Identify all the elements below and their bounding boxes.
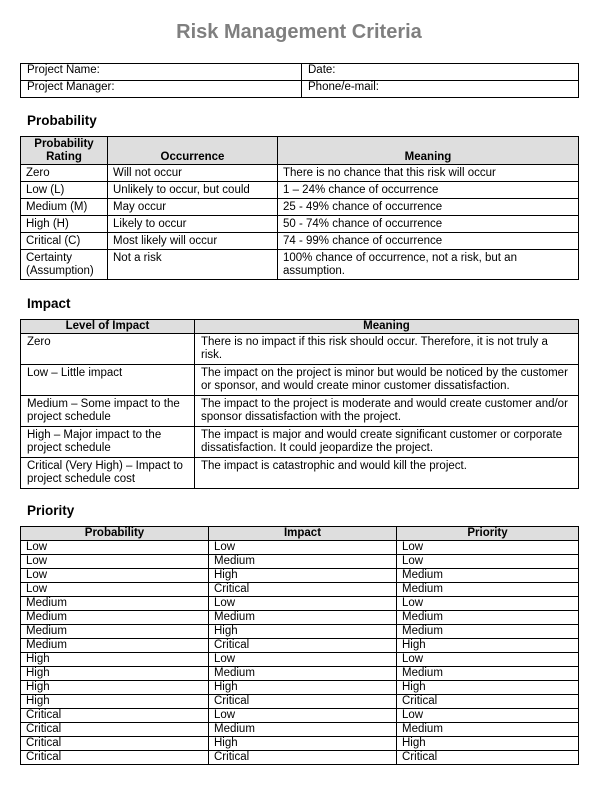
- probability-cell: High: [21, 681, 209, 695]
- impact-row: [21, 365, 579, 396]
- impact-cell: Low: [209, 541, 397, 555]
- meaning-cell: There is no chance that this risk will occur: [278, 165, 579, 182]
- priority-cell: Medium: [397, 723, 579, 737]
- probability-cell: Low: [21, 541, 209, 555]
- impact-level-cell: Low – Little impact: [21, 365, 195, 396]
- impact-cell: Medium: [209, 667, 397, 681]
- probability-cell: Medium: [21, 611, 209, 625]
- impact-meaning-cell: The impact on the project is minor but would be noticed by the customer or sponsor, and would create minor customer dissatisfaction.: [195, 365, 579, 396]
- col-probability: Probability: [21, 527, 209, 541]
- probability-cell: Critical: [21, 723, 209, 737]
- priority-row: [21, 625, 579, 639]
- priority-cell: Medium: [397, 625, 579, 639]
- probability-cell: High: [21, 695, 209, 709]
- meaning-cell: 100% chance of occurrence, not a risk, but an assumption.: [278, 250, 579, 280]
- meaning-cell: 50 - 74% chance of occurrence: [278, 216, 579, 233]
- priority-row: [21, 737, 579, 751]
- occurrence-cell: May occur: [108, 199, 278, 216]
- impact-cell: Medium: [209, 555, 397, 569]
- probability-table: [20, 136, 579, 280]
- meaning-cell: 74 - 99% chance of occurrence: [278, 233, 579, 250]
- phone-email-field[interactable]: Phone/e-mail:: [302, 81, 579, 98]
- occurrence-cell: Most likely will occur: [108, 233, 278, 250]
- rating-cell: Zero: [21, 165, 108, 182]
- priority-cell: Medium: [397, 611, 579, 625]
- priority-row: [21, 723, 579, 737]
- priority-cell: Medium: [397, 569, 579, 583]
- probability-cell: Critical: [21, 709, 209, 723]
- priority-row: [21, 681, 579, 695]
- impact-meaning-cell: The impact is catastrophic and would kill the project.: [195, 458, 579, 489]
- impact-level-cell: High – Major impact to the project schedule: [21, 427, 195, 458]
- date-field[interactable]: Date:: [302, 64, 579, 81]
- impact-cell: Critical: [209, 583, 397, 597]
- probability-cell: Low: [21, 583, 209, 597]
- probability-cell: Medium: [21, 625, 209, 639]
- impact-cell: Critical: [209, 695, 397, 709]
- probability-row: [21, 250, 579, 280]
- probability-cell: Low: [21, 569, 209, 583]
- impact-cell: High: [209, 681, 397, 695]
- priority-row: [21, 583, 579, 597]
- priority-cell: Low: [397, 541, 579, 555]
- impact-level-cell: Critical (Very High) – Impact to project schedule cost: [21, 458, 195, 489]
- rating-cell: Certainty (Assumption): [21, 250, 108, 280]
- col-level-of-impact: Level of Impact: [21, 320, 195, 334]
- probability-cell: Critical: [21, 737, 209, 751]
- impact-row: [21, 334, 579, 365]
- priority-row: [21, 541, 579, 555]
- probability-cell: Medium: [21, 639, 209, 653]
- priority-row: [21, 695, 579, 709]
- probability-cell: Critical: [21, 751, 209, 765]
- impact-table: [20, 319, 579, 489]
- impact-cell: High: [209, 569, 397, 583]
- col-occurrence: Occurrence: [108, 137, 278, 165]
- priority-cell: Low: [397, 709, 579, 723]
- priority-heading: Priority: [27, 503, 75, 518]
- probability-cell: Low: [21, 555, 209, 569]
- impact-cell: Medium: [209, 723, 397, 737]
- probability-row: [21, 165, 579, 182]
- probability-heading: Probability: [27, 113, 97, 128]
- priority-row: [21, 667, 579, 681]
- probability-row: [21, 182, 579, 199]
- priority-cell: Medium: [397, 583, 579, 597]
- probability-row: [21, 199, 579, 216]
- impact-heading: Impact: [27, 296, 71, 311]
- priority-row: [21, 751, 579, 765]
- impact-row: [21, 427, 579, 458]
- col-probability-rating: Probability Rating: [21, 137, 108, 165]
- impact-cell: Medium: [209, 611, 397, 625]
- impact-cell: High: [209, 737, 397, 751]
- priority-cell: Low: [397, 555, 579, 569]
- impact-meaning-cell: The impact to the project is moderate and would create customer and/or sponsor dissatisfaction with the project.: [195, 396, 579, 427]
- impact-cell: Low: [209, 597, 397, 611]
- project-name-field[interactable]: Project Name:: [21, 64, 302, 81]
- impact-row: [21, 458, 579, 489]
- probability-row: [21, 233, 579, 250]
- priority-row: [21, 709, 579, 723]
- priority-cell: Medium: [397, 667, 579, 681]
- occurrence-cell: Likely to occur: [108, 216, 278, 233]
- col-meaning: Meaning: [278, 137, 579, 165]
- meaning-cell: 1 – 24% chance of occurrence: [278, 182, 579, 199]
- occurrence-cell: Not a risk: [108, 250, 278, 280]
- impact-level-cell: Zero: [21, 334, 195, 365]
- impact-cell: Critical: [209, 639, 397, 653]
- impact-cell: Critical: [209, 751, 397, 765]
- priority-row: [21, 611, 579, 625]
- occurrence-cell: Will not occur: [108, 165, 278, 182]
- project-info-table: [20, 63, 579, 98]
- impact-meaning-cell: The impact is major and would create significant customer or corporate dissatisfaction. It could jeopardize the project.: [195, 427, 579, 458]
- impact-row: [21, 396, 579, 427]
- probability-row: [21, 216, 579, 233]
- document-title: Risk Management Criteria: [176, 21, 422, 43]
- priority-cell: Critical: [397, 751, 579, 765]
- probability-cell: Medium: [21, 597, 209, 611]
- rating-cell: Low (L): [21, 182, 108, 199]
- priority-cell: High: [397, 737, 579, 751]
- impact-level-cell: Medium – Some impact to the project schedule: [21, 396, 195, 427]
- priority-cell: Low: [397, 597, 579, 611]
- priority-table: [20, 526, 579, 765]
- priority-row: [21, 639, 579, 653]
- priority-cell: Critical: [397, 695, 579, 709]
- priority-row: [21, 653, 579, 667]
- impact-cell: High: [209, 625, 397, 639]
- probability-cell: High: [21, 653, 209, 667]
- priority-cell: High: [397, 681, 579, 695]
- priority-cell: High: [397, 639, 579, 653]
- impact-cell: Low: [209, 709, 397, 723]
- priority-cell: Low: [397, 653, 579, 667]
- priority-row: [21, 555, 579, 569]
- meaning-cell: 25 - 49% chance of occurrence: [278, 199, 579, 216]
- col-impact: Impact: [209, 527, 397, 541]
- impact-cell: Low: [209, 653, 397, 667]
- rating-cell: High (H): [21, 216, 108, 233]
- occurrence-cell: Unlikely to occur, but could: [108, 182, 278, 199]
- rating-cell: Critical (C): [21, 233, 108, 250]
- col-priority: Priority: [397, 527, 579, 541]
- priority-row: [21, 569, 579, 583]
- col-impact-meaning: Meaning: [195, 320, 579, 334]
- priority-row: [21, 597, 579, 611]
- impact-meaning-cell: There is no impact if this risk should occur. Therefore, it is not truly a risk.: [195, 334, 579, 365]
- rating-cell: Medium (M): [21, 199, 108, 216]
- probability-cell: High: [21, 667, 209, 681]
- project-manager-field[interactable]: Project Manager:: [21, 81, 302, 98]
